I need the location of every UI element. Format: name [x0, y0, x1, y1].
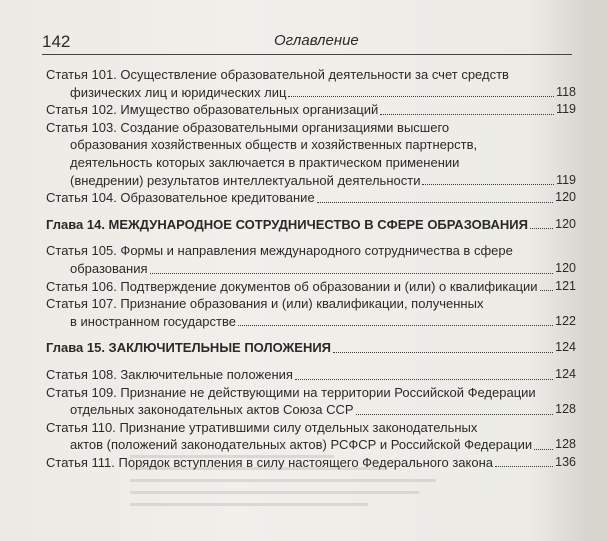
toc-entry-text: Статья 103. Создание образовательными организациями высшего: [46, 119, 450, 135]
toc-page-number: 128: [555, 402, 576, 417]
toc-entry-108: [46, 366, 576, 384]
running-title: Оглавление: [274, 32, 359, 49]
toc-entry-107: [46, 295, 576, 330]
dot-leader: [530, 228, 553, 229]
dot-leader: [540, 290, 554, 291]
toc-page-number: 124: [555, 340, 576, 355]
toc-entry-text: деятельность которых заключается в практическом применении: [70, 154, 460, 170]
toc-entry-109: [46, 384, 576, 419]
chapter-title: Глава 15. ЗАКЛЮЧИТЕЛЬНЫЕ ПОЛОЖЕНИЯ: [46, 340, 332, 356]
dot-leader: [380, 114, 554, 115]
toc-entry-text: отдельных законодательных актов Союза ССР: [70, 402, 354, 418]
toc-entry-103: [46, 119, 576, 189]
toc-entry-text: Статья 105. Формы и направления международного сотрудничества в сфере: [46, 243, 513, 259]
toc-entry-text: физических лиц и юридических лиц: [70, 84, 287, 100]
toc-entry-text: Статья 108. Заключительные положения: [46, 366, 293, 382]
toc-entry-101: [46, 66, 576, 101]
page-header: [42, 28, 572, 55]
toc-entry-110: [46, 419, 576, 454]
toc-page-number: 136: [555, 454, 576, 469]
toc-entry-105: [46, 242, 576, 277]
toc-entry-text: Статья 102. Имущество образовательных организаций: [46, 102, 379, 118]
toc-page-number: 120: [555, 190, 576, 205]
dot-leader: [150, 273, 554, 274]
toc-entry-text: Статья 110. Признание утратившими силу отдельных законодательных: [46, 419, 478, 435]
dot-leader: [317, 202, 553, 203]
toc-page-number: 119: [556, 102, 576, 117]
toc-page-number: 128: [555, 437, 576, 452]
toc-page-number: 121: [555, 278, 576, 293]
toc-entry-text: Статья 104. Образовательное кредитование: [46, 190, 315, 206]
toc-entry-text: Статья 106. Подтверждение документов об образовании и (или) о квалификации: [46, 278, 538, 294]
toc-entry-104: [46, 189, 576, 207]
dot-leader: [422, 184, 554, 185]
toc-chapter-15: [46, 339, 576, 357]
dot-leader: [288, 96, 554, 97]
dot-leader: [295, 379, 553, 380]
dot-leader: [356, 414, 554, 415]
toc-entry-text: образования: [70, 260, 148, 276]
dot-leader: [238, 325, 553, 326]
toc-entry-text: Статья 101. Осуществление образовательной деятельности за счет средств: [46, 67, 509, 82]
show-through-text: [130, 455, 470, 515]
toc-entry-text: Статья 111. Порядок вступления в силу настоящего Федерального закона: [46, 454, 493, 470]
page-number: 142: [42, 32, 71, 51]
toc-page-number: 122: [555, 313, 576, 328]
toc-page-number: 120: [555, 216, 576, 231]
toc-entry-106: [46, 278, 576, 296]
toc-entry-text: в иностранном государстве: [70, 313, 236, 329]
toc-page-number: 118: [556, 84, 576, 99]
toc-entry-text: актов (положений законодательных актов) РСФСР и Российской Федерации: [70, 437, 533, 453]
toc-entry-text: Статья 109. Признание не действующими на территории Российской Федерации: [46, 384, 536, 400]
toc-page-number: 120: [555, 260, 576, 275]
table-of-contents: [46, 66, 576, 471]
dot-leader: [534, 449, 553, 450]
toc-entry-text: (внедрении) результатов интеллектуальной деятельности: [70, 172, 421, 188]
toc-page-number: 119: [556, 172, 576, 187]
toc-entry-text: Статья 107. Признание образования и (или) квалификации, полученных: [46, 296, 484, 312]
toc-chapter-14: [46, 216, 576, 234]
dot-leader: [333, 352, 553, 353]
chapter-title: Глава 14. МЕЖДУНАРОДНОЕ СОТРУДНИЧЕСТВО В СФЕРЕ ОБРАЗОВАНИЯ: [46, 216, 528, 232]
toc-entry-102: [46, 101, 576, 119]
dot-leader: [495, 466, 553, 467]
toc-entry-text: образования хозяйственных обществ и хозяйственных партнерств,: [70, 137, 478, 153]
toc-page-number: 124: [555, 366, 576, 381]
